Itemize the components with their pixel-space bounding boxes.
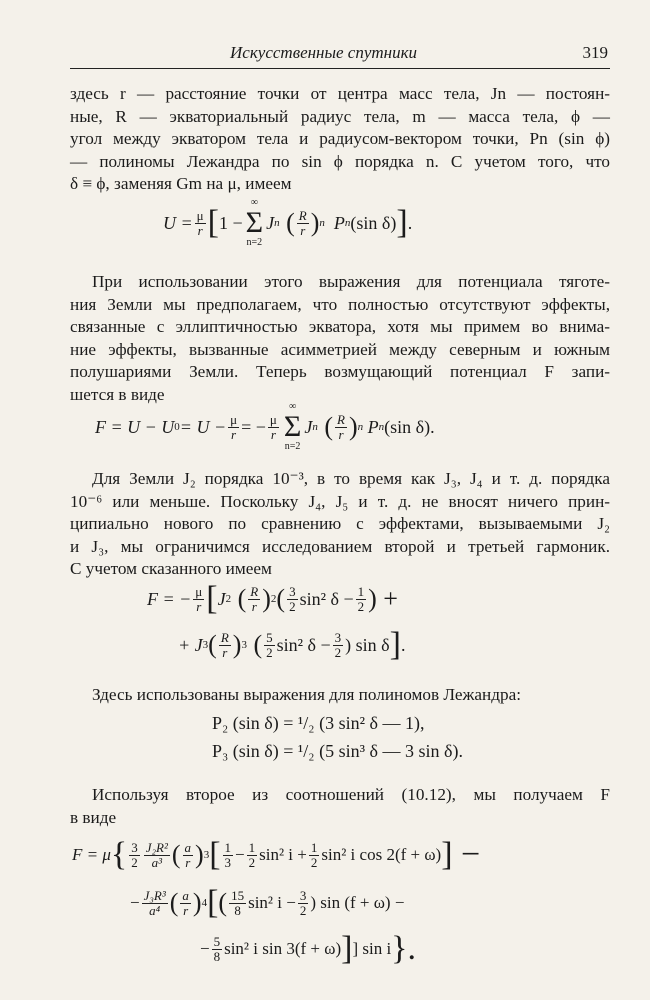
left-paren: ( <box>317 412 334 441</box>
text-line: шется в виде <box>70 384 165 404</box>
eq-term: = − <box>241 416 266 437</box>
legendre-p3: P₃ (sin δ) = ¹/₂ (5 sin³ δ — 3 sin δ). <box>212 741 463 761</box>
right-paren: ) <box>262 584 271 613</box>
denominator: 2 <box>131 854 138 870</box>
eq-term: 1 − <box>218 212 243 233</box>
text-line: ные, R — экваториальный радиус тела, m — масса тела, ϕ — <box>70 106 610 126</box>
text-line: — полиномы Лежандра по sin ϕ порядка n. С учетом того, что <box>70 151 610 171</box>
page-header <box>70 40 610 69</box>
sum-lower: n=2 <box>246 237 263 248</box>
left-brace: { <box>110 836 128 873</box>
numerator: 1 <box>357 583 365 599</box>
fraction-r-over-r <box>297 209 309 238</box>
subscript: n <box>312 421 318 433</box>
left-paren: ( <box>231 584 247 613</box>
left-bracket: [ <box>206 580 218 617</box>
numerator: μ <box>269 411 277 427</box>
denominator: r <box>197 222 203 238</box>
numerator: R <box>298 207 307 223</box>
text-line: ципиально нового по сравнению с эффектами, вызываемыми J₂ <box>70 514 610 533</box>
right-bracket: ] <box>396 204 408 241</box>
text-line: и J₃, мы ограничимся исследованием второй и третьей гармоник. <box>70 536 610 556</box>
fraction-a-over-r <box>180 889 191 918</box>
numerator: R <box>250 583 259 599</box>
text-line: Для Земли J₂ порядка 10⁻³, в то время как J₃, J₄ и т. д. порядка <box>92 469 610 488</box>
left-bracket: [ <box>209 836 221 873</box>
equation-f-orbital-line2 <box>130 884 405 921</box>
exponent: n <box>319 217 325 229</box>
denominator: r <box>196 598 202 614</box>
text-line: При использовании этого выражения для потенциала тяготе- <box>92 272 610 291</box>
eq-term: ] sin i <box>352 939 392 958</box>
fraction-j3r3-over-a4 <box>142 889 168 918</box>
left-bracket: [ <box>207 884 219 921</box>
right-paren: ) <box>192 888 202 917</box>
fraction-mu-over-r <box>228 413 239 442</box>
numerator: μ <box>230 411 238 427</box>
eq-lhs: U = <box>163 212 193 233</box>
fraction-1-over-3 <box>223 841 234 870</box>
denominator: 2 <box>310 854 318 870</box>
text-line: угол между экватором тела и радиусом-вектором точки, Pn (sin ϕ) <box>70 129 610 148</box>
numerator: 3 <box>131 839 138 855</box>
paragraph-2 <box>70 271 610 406</box>
left-paren: ( <box>171 840 181 869</box>
eq-lhs: F = − <box>147 588 192 609</box>
text-line: полушариями Земли. Теперь возмущающий потенциал F запи- <box>70 362 610 381</box>
denominator: 8 <box>213 948 221 964</box>
coefficient-j: J <box>217 588 226 609</box>
text-line: ние эффекты, вызванные асимметрией между северным и южным <box>70 339 610 359</box>
denominator: r <box>251 598 257 614</box>
denominator: r <box>338 426 344 442</box>
eq-term: + J <box>178 634 203 655</box>
eq-lhs: F = U − U <box>95 416 175 437</box>
equation-potential-f <box>95 402 435 452</box>
subscript: n <box>344 217 351 229</box>
exponent: 3 <box>203 849 210 861</box>
summation <box>284 402 301 452</box>
paragraph-5 <box>70 784 610 829</box>
subscript: 0 <box>174 421 180 433</box>
left-bracket: [ <box>207 204 219 241</box>
right-bracket: ] <box>389 626 401 663</box>
numerator: 3 <box>299 887 307 903</box>
paragraph-3 <box>70 468 610 581</box>
text-line: Здесь использованы выражения для полиномов Лежандра: <box>92 685 521 704</box>
left-paren: ( <box>169 888 179 917</box>
numerator: 1 <box>310 839 318 855</box>
denominator: a⁴ <box>149 902 161 918</box>
denominator: 3 <box>224 854 232 870</box>
fraction-r-over-r <box>248 585 260 614</box>
running-title: Искусственные спутники <box>230 43 418 62</box>
legendre-p: P <box>333 212 345 233</box>
equation-potential-u <box>163 198 412 248</box>
eq-term: sin² δ − <box>299 588 354 609</box>
paragraph-4 <box>70 684 610 707</box>
numerator: J₃R³ <box>143 887 166 903</box>
denominator: r <box>183 902 189 918</box>
fraction-3-over-2 <box>287 585 298 614</box>
denominator: r <box>300 222 306 238</box>
sum-upper: ∞ <box>250 197 258 208</box>
fraction-1-over-2 <box>247 841 258 870</box>
exponent: n <box>357 421 364 433</box>
fraction-3-over-2 <box>298 889 309 918</box>
subscript: n <box>274 217 280 229</box>
text-line: С учетом сказанного имеем <box>70 559 272 578</box>
fraction-5-over-8 <box>212 935 223 964</box>
denominator: r <box>270 426 276 442</box>
fraction-r-over-r <box>219 631 231 660</box>
fraction-mu-over-r <box>193 585 204 614</box>
denominator: a³ <box>151 854 162 870</box>
eq-lhs: F = μ <box>72 845 111 864</box>
eq-term: − <box>200 939 210 958</box>
fraction-a-over-r <box>183 841 194 870</box>
fraction-3-over-2 <box>129 841 140 870</box>
eq-term: − <box>130 893 140 912</box>
numerator: 1 <box>248 839 256 855</box>
right-paren: ) <box>348 412 358 441</box>
eq-term: sin² i − <box>248 893 296 912</box>
text-line: Используя второе из соотношений (10.12), мы получаем F <box>92 785 610 804</box>
denominator: r <box>231 426 237 442</box>
denominator: 2 <box>266 644 273 660</box>
eq-term: = U − <box>179 416 227 437</box>
subscript: 2 <box>225 593 232 605</box>
sigma-symbol: Σ <box>283 410 302 443</box>
left-paren: ( <box>276 584 286 613</box>
eq-term: ) sin δ <box>345 634 390 655</box>
legendre-p2: P₂ (sin δ) = ¹/₂ (3 sin² δ — 1), <box>212 713 425 733</box>
fraction-5-over-2 <box>264 631 275 660</box>
subscript: n <box>378 421 385 433</box>
eq-argument: (sin δ). <box>384 416 435 437</box>
fraction-1-over-2 <box>309 841 320 870</box>
text-line: 10⁻⁶ или меньше. Поскольку J₄, J₅ и т. д. не вносят ничего прин- <box>70 491 610 511</box>
sum-upper: ∞ <box>289 401 297 412</box>
right-paren: ) <box>195 840 204 869</box>
numerator: 5 <box>266 629 273 645</box>
numerator: μ <box>196 207 204 223</box>
numerator: 1 <box>224 839 232 855</box>
paragraph-1 <box>70 83 610 196</box>
denominator: 2 <box>334 644 342 660</box>
left-paren: ( <box>246 630 263 659</box>
text-line: связанные с эллиптичностью экватора, хотя мы примем во внима- <box>70 317 610 336</box>
text-line: ния Земли мы предполагаем, что полностью отсутствуют эффекты, <box>70 294 610 314</box>
numerator: μ <box>195 583 203 599</box>
denominator: r <box>185 854 191 870</box>
numerator: J₂R² <box>145 839 168 855</box>
numerator: 15 <box>231 887 245 903</box>
numerator: a <box>184 839 192 855</box>
numerator: R <box>220 629 229 645</box>
denominator: 2 <box>299 902 307 918</box>
right-paren: ) <box>232 630 242 659</box>
right-paren: ) <box>310 208 320 237</box>
sum-lower: n=2 <box>284 441 301 452</box>
eq-term: sin² δ − <box>276 634 331 655</box>
fraction-3-over-2 <box>333 631 344 660</box>
eq-term: sin² i + <box>259 845 307 864</box>
text-line: здесь r — расстояние точки от центра масс тела, Jn — постоян- <box>70 84 610 103</box>
denominator: r <box>222 644 228 660</box>
left-paren: ( <box>208 630 217 659</box>
eq-end: . <box>400 634 406 655</box>
equation-f-orbital-line1 <box>72 836 481 873</box>
eq-end: ) + <box>368 584 398 613</box>
numerator: R <box>337 411 345 427</box>
eq-end: ] − <box>441 836 481 873</box>
page-number: 319 <box>582 43 608 62</box>
eq-end: ) sin (f + ω) − <box>310 893 405 912</box>
exponent: 2 <box>270 593 277 605</box>
eq-term: − <box>235 845 245 864</box>
denominator: 2 <box>357 598 365 614</box>
text-line: в виде <box>70 807 117 827</box>
equation-f-harmonics-line1 <box>147 580 398 617</box>
equation-f-orbital-line3 <box>200 930 416 967</box>
legendre-p: P <box>367 416 379 437</box>
eq-term: sin² i sin 3(f + ω) <box>224 939 342 958</box>
denominator: 2 <box>289 598 296 614</box>
eq-term: sin² i cos 2(f + ω) <box>321 845 442 864</box>
exponent: 4 <box>201 897 208 909</box>
eq-argument: (sin δ) <box>350 212 397 233</box>
equation-f-harmonics-line2 <box>178 626 406 663</box>
fraction-j2r2-over-a3 <box>144 841 170 870</box>
left-paren: ( <box>218 888 228 917</box>
fraction-r-over-r <box>335 413 347 442</box>
eq-end: . <box>407 212 413 233</box>
text-line: δ ≡ ϕ, заменяя Gm на μ, имеем <box>70 174 292 193</box>
coefficient-j: J <box>266 212 275 233</box>
numerator: 5 <box>213 933 221 949</box>
numerator: a <box>182 887 189 903</box>
fraction-15-over-8 <box>229 889 246 918</box>
exponent: 3 <box>241 639 247 651</box>
fraction-mu-over-r <box>195 209 206 238</box>
sigma-symbol: Σ <box>245 206 264 239</box>
denominator: 2 <box>248 854 256 870</box>
fraction-1-over-2 <box>356 585 367 614</box>
coefficient-j: J <box>304 416 313 437</box>
subscript: 3 <box>202 639 209 651</box>
left-paren: ( <box>279 208 295 237</box>
summation <box>246 198 263 248</box>
numerator: 3 <box>334 629 342 645</box>
numerator: 3 <box>289 583 296 599</box>
denominator: 8 <box>234 902 241 918</box>
right-bracket: ] <box>341 930 353 967</box>
fraction-mu-over-r <box>268 413 279 442</box>
right-brace: }. <box>391 930 416 967</box>
